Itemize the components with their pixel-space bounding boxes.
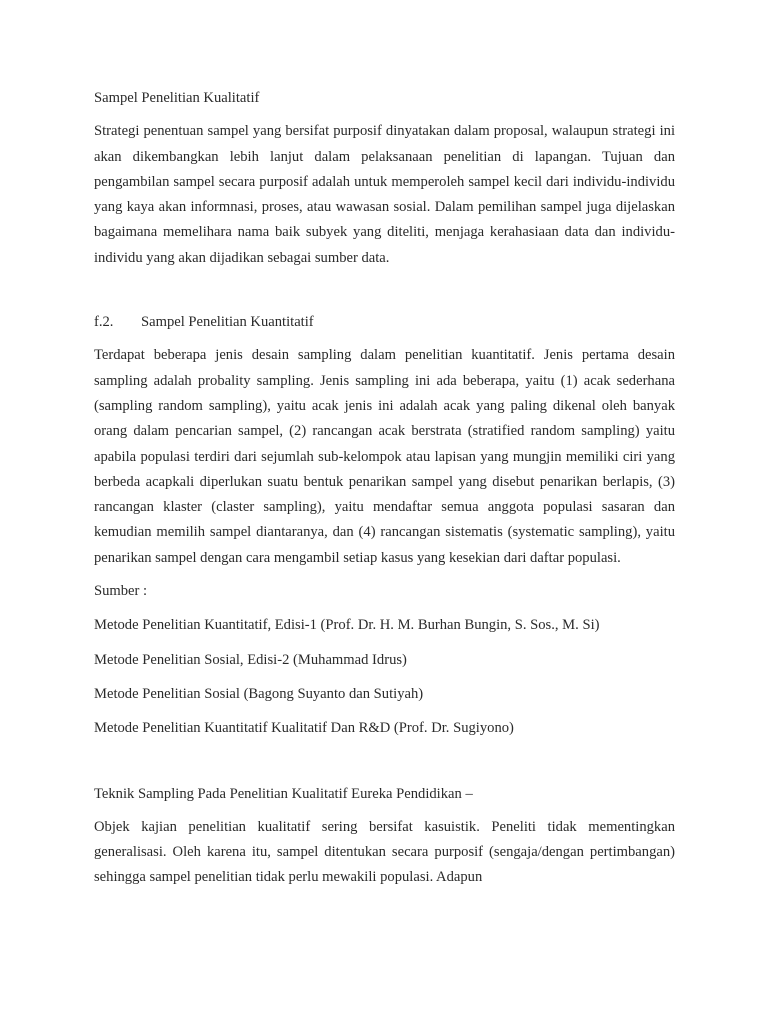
section-heading-kuantitatif — [94, 310, 675, 335]
document-page — [94, 86, 675, 899]
reference-item: Metode Penelitian Sosial (Bagong Suyanto dan Sutiyah) — [94, 685, 424, 702]
paragraph-kuantitatif: Terdapat beberapa jenis desain sampling dalam penelitian kuantitatif. Jenis pertama desain sampling adalah probality sampling. Jenis sampling ini ada beberapa, yaitu (1) acak sederhana (sampling random sampling), yaitu acak jenis ini adalah acak yang paling dikenal oleh banyak orang dalam pencarian sampel, (2) rancangan acak berstrata (stratified random sampling) yaitu apabila populasi terdiri dari sejumlah sub-kelompok atau lapisan yang mungjin memiliki ciri yang berbeda acapkali diperlukan suatu bentuk penarikan sampel yang disebut penarikan berlapis, (3) rancangan klaster (claster sampling), yaitu mendaftar semua anggota populasi sasaran dan kemudian memilih sampel diantaranya, dan (4) rancangan sistematis (systematic sampling), yaitu penarikan sampel dengan cara mengambil setiap kasus yang kesekian dari daftar populasi. — [94, 347, 675, 566]
section-title-kuantitatif: Sampel Penelitian Kuantitatif — [141, 314, 314, 331]
paragraph-teknik-sampling: Objek kajian penelitian kualitatif sering bersifat kasuistik. Peneliti tidak mementingkan generalisasi. Oleh karena itu, sampel ditentukan secara purposif (sengaja/dengan pertimbangan) sehingga sampel penelitian tidak perlu mewakili populasi. Adapun — [94, 818, 675, 886]
reference-item: Metode Penelitian Sosial, Edisi-2 (Muhammad Idrus) — [94, 651, 407, 668]
reference-list — [94, 613, 675, 741]
section-title-teknik-sampling: Teknik Sampling Pada Penelitian Kualitatif Eureka Pendidikan – — [94, 785, 473, 802]
section-title-kualitatif: Sampel Penelitian Kualitatif — [94, 90, 260, 106]
reference-item: Metode Penelitian Kuantitatif, Edisi-1 (Prof. Dr. H. M. Burhan Bungin, S. Sos., M. Si) — [94, 617, 600, 634]
spacer — [94, 751, 675, 782]
section-number: f.2. — [94, 314, 114, 331]
reference-item: Metode Penelitian Kuantitatif Kualitatif Dan R&D (Prof. Dr. Sugiyono) — [94, 720, 514, 737]
paragraph-kualitatif: Strategi penentuan sampel yang bersifat purposif dinyatakan dalam proposal, walaupun strategi ini akan dikembangkan lebih lanjut dalam pelaksanaan penelitian di lapangan. Tujuan dan pengambilan sampel secara purposif adalah untuk memperoleh sampel kecil dari individu-individu yang kaya akan informnasi, proses, atau wawasan sosial. Dalam pemilihan sampel juga dijelaskan bagaimana memelihara nama baik subyek yang diteliti, menjaga kerahasiaan data dan individu-individu yang akan dijadikan sebagai sumber data. — [94, 123, 675, 266]
spacer — [94, 279, 675, 310]
sources-label: Sumber : — [94, 583, 148, 600]
